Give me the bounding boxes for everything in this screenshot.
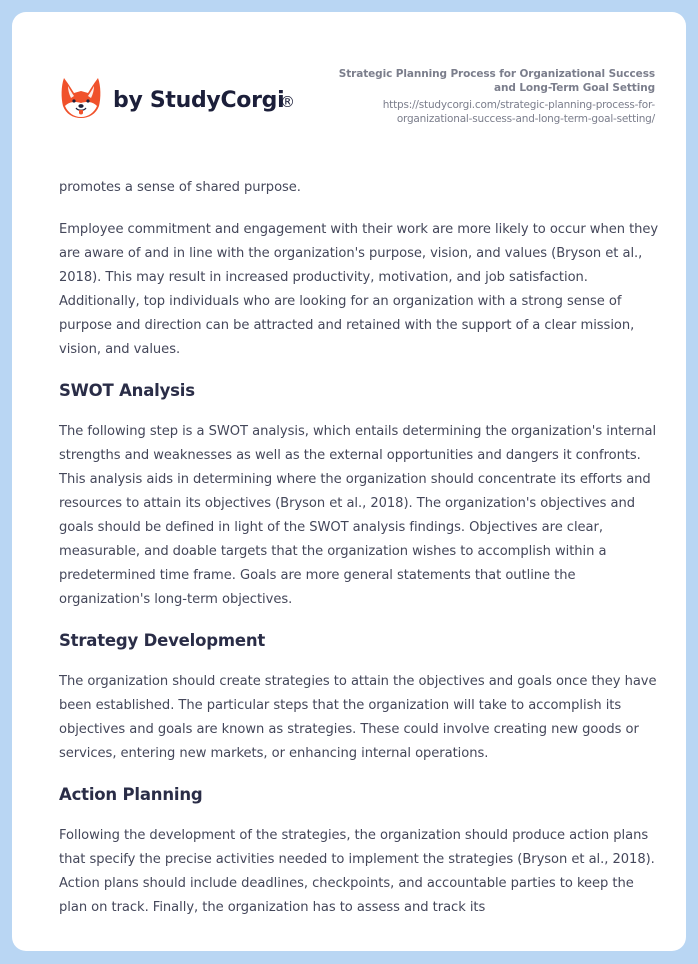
heading-strategy-development: Strategy Development bbox=[59, 631, 266, 650]
document-title-line-2: and Long-Term Goal Setting bbox=[494, 82, 655, 94]
heading-action-planning: Action Planning bbox=[59, 785, 203, 804]
article-body bbox=[59, 176, 659, 920]
paragraph-engagement: Employee commitment and engagement with their work are more likely to occur when they are aware of and in line with the organization's purpose, vision, and values (Bryson et al., 2018). This may result in increased productivity, motivation, and job satisfaction. Additionally, top individuals who are looking for an organization with a strong sense of purpose and direction can be attracted and retained with the support of a clear mission, vision, and values. bbox=[59, 222, 659, 357]
document-card bbox=[12, 12, 686, 951]
heading-swot-analysis: SWOT Analysis bbox=[59, 381, 195, 400]
document-meta bbox=[295, 67, 655, 126]
corgi-face-icon bbox=[61, 76, 101, 120]
paragraph-strategy-development: The organization should create strategies to attain the objectives and goals once they have been established. The particular steps that the organization will take to accomplish its objectives and goals are known as strategies. These could involve creating new goods or services, entering new markets, or enhancing internal operations. bbox=[59, 674, 657, 761]
brand-name: by StudyCorgi bbox=[113, 87, 285, 113]
document-title bbox=[295, 67, 655, 95]
intro-fragment: promotes a sense of shared purpose. bbox=[59, 180, 301, 195]
page-header bbox=[12, 12, 686, 162]
paragraph-action-planning: Following the development of the strategies, the organization should produce action plans that specify the precise activities needed to implement the strategies (Bryson et al., 2018). Action plans should include deadlines, checkpoints, and accountable parties to keep the plan on track. Finally, the organization has to assess and track its bbox=[59, 828, 655, 915]
registered-mark: ® bbox=[280, 93, 295, 111]
studycorgi-logo[interactable] bbox=[61, 76, 295, 120]
document-url-line-1[interactable]: https://studycorgi.com/strategic-planning-process-for- bbox=[382, 99, 655, 111]
paragraph-swot-analysis: The following step is a SWOT analysis, which entails determining the organization's internal strengths and weaknesses as well as the external opportunities and dangers it confronts. This analysis aids in determining where the organization should concentrate its efforts and resources to attain its objectives (Bryson et al., 2018). The organization's objectives and goals should be defined in light of the SWOT analysis findings. Objectives are clear, measurable, and doable targets that the organization wishes to accomplish within a predetermined time frame. Goals are more general statements that outline the organization's long-term objectives. bbox=[59, 424, 657, 607]
document-url-line-2[interactable]: organizational-success-and-long-term-goal-setting/ bbox=[396, 113, 655, 125]
document-url[interactable] bbox=[295, 98, 655, 126]
document-title-line-1: Strategic Planning Process for Organizational Success bbox=[338, 68, 655, 80]
